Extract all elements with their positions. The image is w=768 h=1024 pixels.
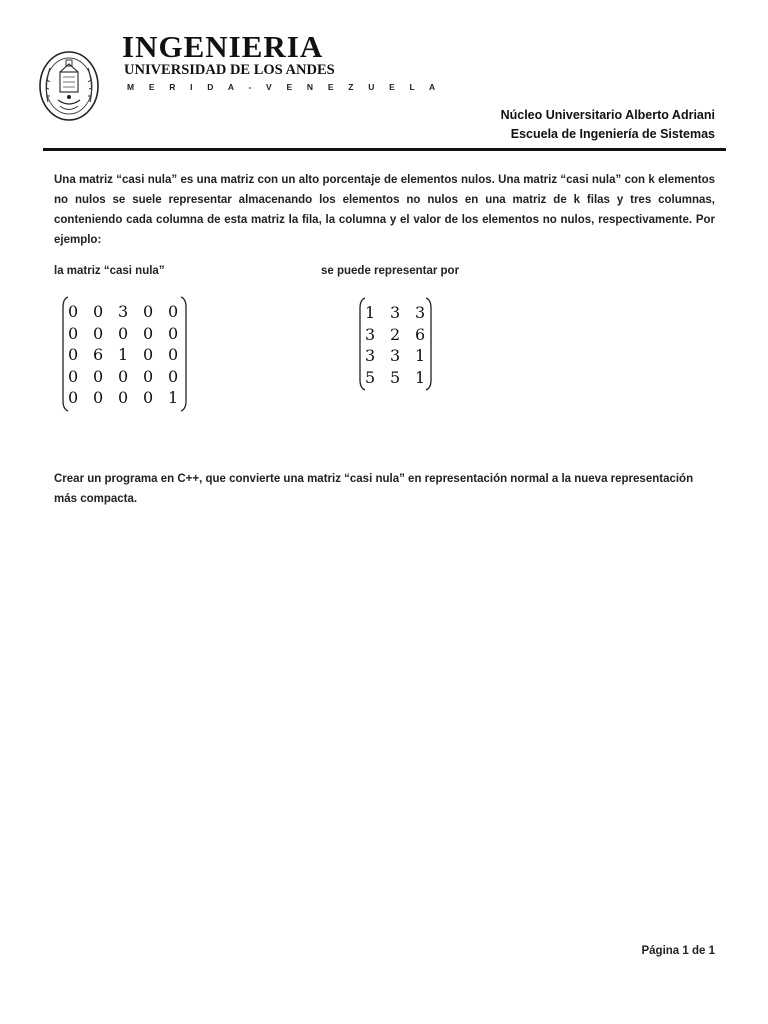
institution-block <box>501 106 715 144</box>
matrix-cell: 3 <box>118 302 129 321</box>
matrix-cell: 0 <box>118 388 129 407</box>
sparse-matrix <box>68 301 193 409</box>
matrix-cell: 0 <box>93 388 104 407</box>
matrix-cell: 6 <box>415 324 426 344</box>
task-paragraph: Crear un programa en C++, que convierte una matriz “casi nula” en representación normal a la nueva representación más compacta. <box>54 473 694 505</box>
matrix-cell: 0 <box>68 345 79 364</box>
matrix-cell: 0 <box>168 302 179 321</box>
compact-matrix-right-bracket <box>424 296 434 392</box>
brand-title: INGENIERIA <box>122 29 324 64</box>
matrix-cell: 3 <box>390 346 401 365</box>
compact-matrix-label: se puede representar por <box>321 265 460 277</box>
page-number: Página 1 de 1 <box>641 945 715 957</box>
matrix-cell: 0 <box>143 388 154 407</box>
matrix-cell: 1 <box>415 367 426 387</box>
matrix-cell: 0 <box>168 366 179 386</box>
matrix-cell: 2 <box>390 324 401 344</box>
matrix-cell: 0 <box>93 302 104 321</box>
sparse-matrix-label: la matriz “casi nula” <box>54 265 165 277</box>
matrix-cell: 0 <box>118 323 129 343</box>
matrix-cell: 0 <box>118 366 129 386</box>
matrix-cell: 0 <box>68 323 79 343</box>
matrix-cell: 5 <box>365 367 376 387</box>
matrix-cell: 0 <box>68 366 79 386</box>
matrix-cell: 0 <box>93 366 104 386</box>
matrix-cell: 0 <box>68 302 79 321</box>
matrix-cell: 1 <box>415 346 426 365</box>
nucleus-name: Núcleo Universitario Alberto Adriani <box>500 108 715 122</box>
matrix-cell: 0 <box>68 388 79 407</box>
matrix-cell: 5 <box>390 367 401 387</box>
matrix-cell: 3 <box>390 303 401 322</box>
sparse-matrix-right-bracket <box>179 295 189 413</box>
matrix-cell: 0 <box>143 345 154 364</box>
matrix-cell: 3 <box>365 324 376 344</box>
matrix-cell: 1 <box>118 345 129 364</box>
matrix-cell: 3 <box>365 346 376 365</box>
matrix-cell: 6 <box>93 345 104 364</box>
matrix-cell: 3 <box>415 303 426 322</box>
matrix-cell: 1 <box>168 388 179 407</box>
school-name: Escuela de Ingeniería de Sistemas <box>510 127 715 141</box>
matrix-cell: 0 <box>168 345 179 364</box>
matrix-cell: 1 <box>365 303 376 322</box>
header-divider <box>43 148 726 151</box>
university-name: UNIVERSIDAD DE LOS ANDES <box>124 62 335 78</box>
intro-paragraph: Una matriz “casi nula” es una matriz con un alto porcentaje de elementos nulos. Una matriz “casi nula” con k elementos no nulos se suele representar almacenando los elementos no nulos en una matriz de k filas y tres columnas, conteniendo cada columna de esta matriz la fila, la columna y el valor de los elementos no nulos, respectivamente. Por ejemplo: <box>54 174 715 246</box>
matrix-cell: 0 <box>168 323 179 343</box>
university-seal-icon <box>38 50 100 122</box>
matrix-cell: 0 <box>143 366 154 386</box>
matrix-cell: 0 <box>93 323 104 343</box>
matrix-cell: 0 <box>143 302 154 321</box>
matrix-cell: 0 <box>143 323 154 343</box>
location-text: M E R I D A - V E N E Z U E L A <box>127 82 442 92</box>
